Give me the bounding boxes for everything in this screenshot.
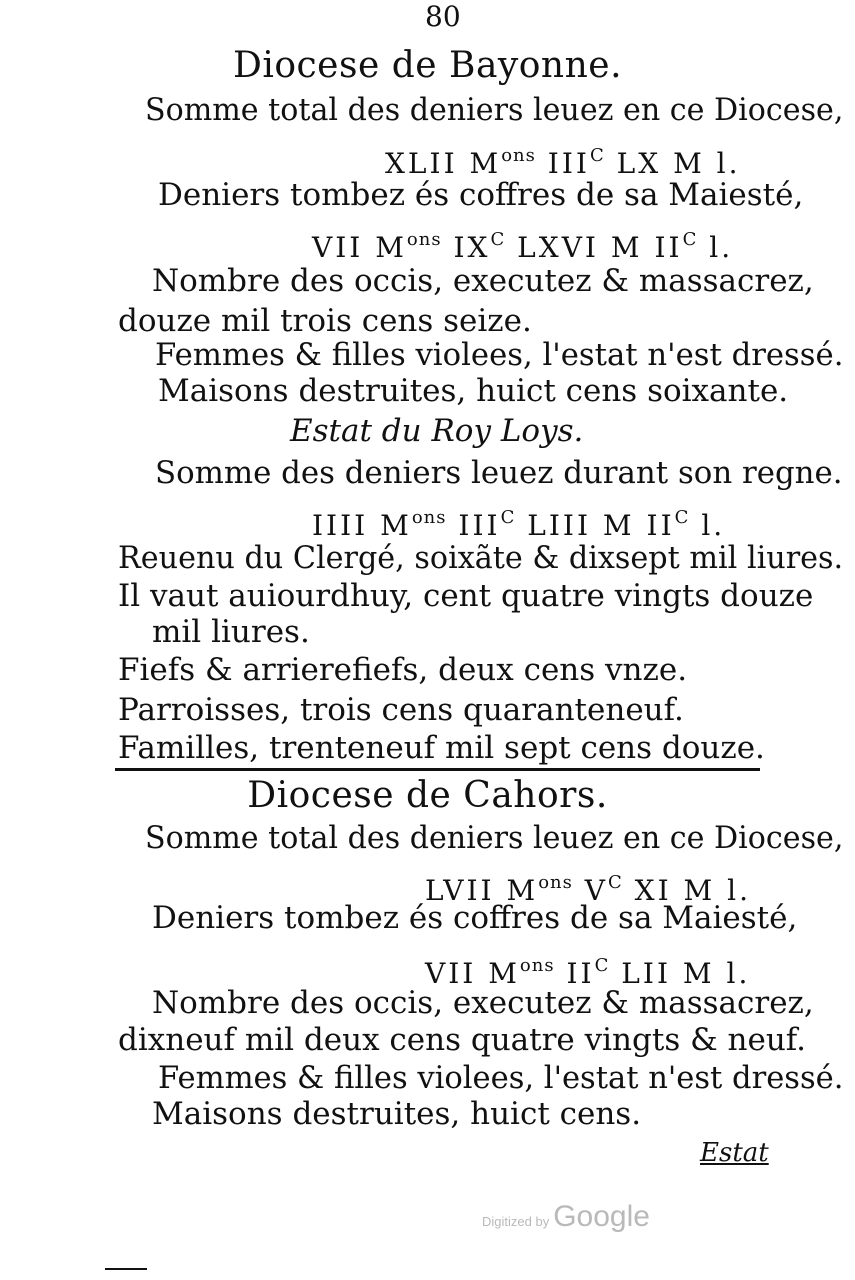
text-line: Deniers tombez és coffres de sa Maiesté, xyxy=(158,177,804,213)
text-line: Somme total des deniers leuez en ce Diocese, xyxy=(145,92,844,128)
section-title-bayonne: Diocese de Bayonne. xyxy=(232,45,623,86)
text-line: Reuenu du Clergé, soixãte & dixsept mil liures. xyxy=(118,540,844,576)
text-line: Familles, trenteneuf mil sept cens douze. xyxy=(118,730,765,766)
catchword: Estat xyxy=(700,1138,769,1168)
text-line: Somme des deniers leuez durant son regne. xyxy=(155,455,843,491)
roman-amount: LVII $M^{ons}$ $V^C$ XI M l. xyxy=(425,872,751,907)
section-title-cahors: Diocese de Cahors. xyxy=(247,775,608,816)
text-line: Femmes & filles violees, l'estat n'est dressé. xyxy=(155,337,844,373)
roman-amount: VII $M^{ons}$ $II^C$ LII M l. xyxy=(425,955,751,990)
text-line: Parroisses, trois cens quaranteneuf. xyxy=(118,692,684,728)
text-line: dixneuf mil deux cens quatre vingts & neuf. xyxy=(118,1022,807,1058)
roman-amount: IIII $M^{ons}$ $III^C$ LIII M $II^C$ l. xyxy=(312,507,726,542)
section-title-roy: Estat du Roy Loys. xyxy=(290,413,584,449)
roman-amount: VII $M^{ons}$ $IX^C$ LXVI M $II^C$ l. xyxy=(312,229,734,264)
page-number: 80 xyxy=(425,0,461,33)
watermark-brand: Google xyxy=(553,1200,650,1233)
text-line: Maisons destruites, huict cens soixante. xyxy=(158,373,789,409)
text-line: douze mil trois cens seize. xyxy=(118,303,532,339)
text-line: Somme total des deniers leuez en ce Diocese, xyxy=(145,820,844,856)
text-line: Femmes & filles violees, l'estat n'est dressé. xyxy=(158,1060,844,1096)
text-line: mil liures. xyxy=(152,614,310,650)
section-divider xyxy=(115,768,760,771)
text-line: Nombre des occis, executez & massacrez, xyxy=(152,263,814,299)
text-line: Fiefs & arrierefiefs, deux cens vnze. xyxy=(118,652,688,688)
text-line: Maisons destruites, huict cens. xyxy=(152,1096,642,1132)
text-line: Deniers tombez és coffres de sa Maiesté, xyxy=(152,900,798,936)
roman-amount: XLII $M^{ons}$ $III^C$ LX M l. xyxy=(385,145,741,180)
page-mark xyxy=(105,1268,147,1270)
text-line: Nombre des occis, executez & massacrez, xyxy=(152,985,814,1021)
text-line: Il vaut auiourdhuy, cent quatre vingts douze xyxy=(118,578,814,614)
watermark xyxy=(482,1200,650,1234)
watermark-prefix: Digitized by xyxy=(482,1214,550,1229)
